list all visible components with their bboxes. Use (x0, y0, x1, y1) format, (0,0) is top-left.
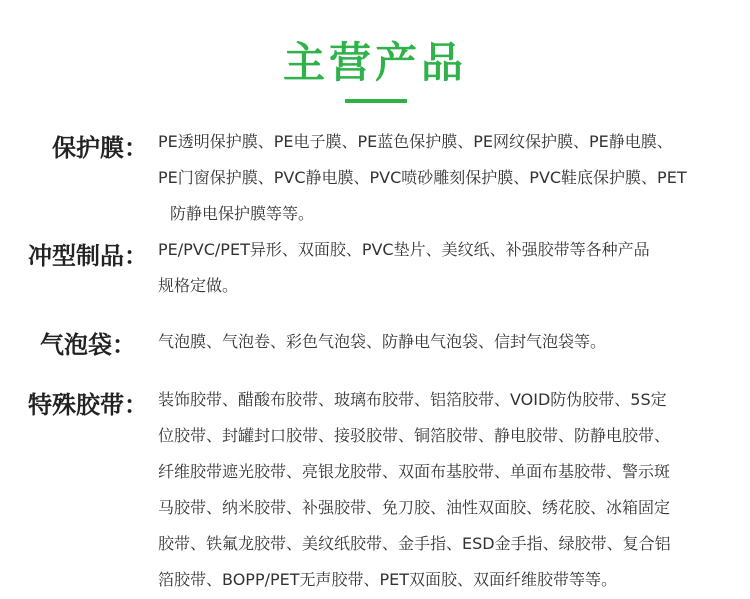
section-content (158, 324, 728, 360)
content-line: 箔胶带、BOPP/PET无声胶带、PET双面胶、双面纤维胶带等等。 (158, 570, 618, 589)
section-content (158, 382, 728, 598)
section-content (158, 124, 728, 232)
content-line: 气泡膜、气泡卷、彩色气泡袋、防静电气泡袋、信封气泡袋等。 (158, 332, 607, 351)
content-line: 装饰胶带、醋酸布胶带、玻璃布胶带、铝箔胶带、VOID防伪胶带、5S定 (158, 390, 667, 409)
content-line: PE/PVC/PET异形、双面胶、PVC垫片、美纹纸、补强胶带等各种产品 (158, 240, 650, 259)
content-line: 位胶带、封罐封口胶带、接驳胶带、铜箔胶带、静电胶带、防静电胶带、 (158, 426, 671, 445)
content-line: 规格定做。 (158, 276, 239, 295)
content-line: 防静电保护膜等等。 (170, 204, 315, 223)
content-line: PE门窗保护膜、PVC静电膜、PVC喷砂雕刻保护膜、PVC鞋底保护膜、PET (158, 168, 687, 187)
page-title: 主营产品 (282, 38, 467, 87)
content-line: 纤维胶带遮光胶带、亮银龙胶带、双面布基胶带、单面布基胶带、警示斑 (158, 462, 671, 481)
section-label: 气泡袋： (40, 331, 136, 359)
content-line: 胶带、铁氟龙胶带、美纹纸胶带、金手指、ESD金手指、绿胶带、复合铝 (158, 534, 671, 553)
section-content (158, 232, 728, 304)
section-label: 冲型制品： (28, 242, 148, 270)
content-line: 马胶带、纳米胶带、补强胶带、免刀胶、油性双面胶、绣花胶、冰箱固定 (158, 498, 671, 517)
title-underline (345, 99, 407, 103)
section-label: 保护膜： (52, 134, 148, 162)
content-line: PE透明保护膜、PE电子膜、PE蓝色保护膜、PE网纹保护膜、PE静电膜、 (158, 132, 673, 151)
section-label: 特殊胶带： (28, 391, 148, 419)
